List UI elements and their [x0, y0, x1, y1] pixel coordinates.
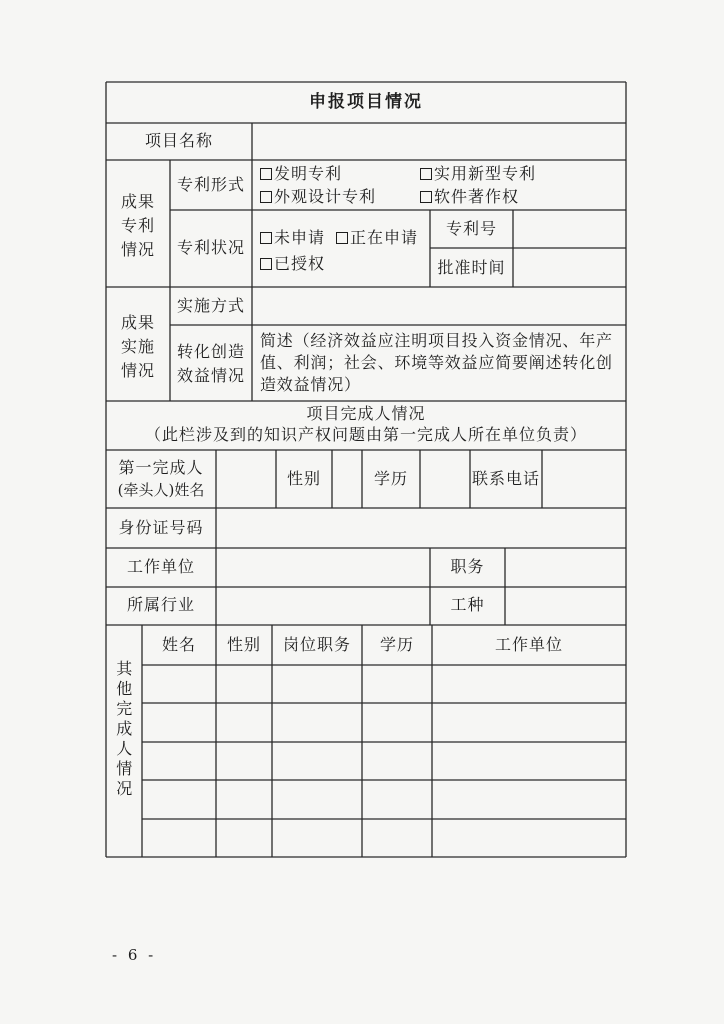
option-label: 发明专利 — [274, 164, 343, 183]
patent-status-option-not-applied[interactable] — [260, 228, 325, 249]
checkbox-icon — [260, 168, 272, 180]
option-label: 外观设计专利 — [274, 187, 377, 206]
patent-type-option-invention[interactable] — [260, 164, 342, 185]
others-col-education: 学历 — [379, 635, 414, 654]
education-label: 学历 — [373, 469, 408, 488]
patent-type-option-software[interactable] — [420, 187, 519, 208]
page-number: - 6 - — [112, 946, 157, 964]
gender-label: 性别 — [286, 469, 321, 488]
checkbox-icon — [336, 232, 348, 244]
approval-time-field[interactable] — [514, 249, 625, 286]
option-label: 未申请 — [274, 228, 326, 247]
industry-label: 所属行业 — [126, 595, 195, 614]
approval-time-label: 批准时间 — [437, 258, 506, 277]
others-table-row[interactable] — [143, 781, 625, 818]
option-label: 实用新型专利 — [434, 164, 537, 183]
phone-field[interactable] — [543, 451, 625, 507]
work-unit-field[interactable] — [217, 549, 429, 586]
others-table-row[interactable] — [143, 743, 625, 779]
position-field[interactable] — [506, 549, 625, 586]
benefit-label-line1: 转化创造 — [176, 342, 245, 361]
option-label: 软件著作权 — [434, 187, 520, 206]
patent-no-field[interactable] — [514, 211, 625, 247]
project-name-field[interactable] — [253, 124, 625, 159]
others-table-row[interactable] — [143, 666, 625, 702]
work-unit-label: 工作单位 — [126, 557, 195, 576]
checkbox-icon — [420, 168, 432, 180]
benefit-label-line2: 效益情况 — [176, 366, 245, 385]
industry-field[interactable] — [217, 588, 429, 624]
completer-note: （此栏涉及到的知识产权问题由第一完成人所在单位负责） — [144, 425, 587, 444]
impl-section-text: 成果实施情况 — [120, 313, 155, 380]
others-section-label: 其他完成人情况 — [113, 660, 133, 800]
patent-section-label — [106, 190, 170, 262]
impl-section-label — [106, 311, 170, 383]
job-type-field[interactable] — [506, 588, 625, 624]
gender-field[interactable] — [333, 451, 361, 507]
patent-type-option-design[interactable] — [260, 187, 376, 208]
form-title: 申报项目情况 — [309, 92, 423, 112]
id-field[interactable] — [217, 509, 625, 547]
completer-header: 项目完成人情况 — [306, 404, 426, 423]
position-label: 职务 — [450, 557, 485, 576]
phone-label: 联系电话 — [471, 469, 540, 488]
education-field[interactable] — [421, 451, 469, 507]
patent-type-option-utility[interactable] — [420, 164, 536, 185]
checkbox-icon — [260, 232, 272, 244]
benefit-description[interactable]: 简述（经济效益应注明项目投入资金情况、年产值、利润；社会、环境等效益应简要阐述转化创造效益情况） — [260, 331, 613, 394]
others-col-gender: 性别 — [226, 635, 261, 654]
option-label: 已授权 — [274, 254, 326, 273]
patent-no-label: 专利号 — [445, 219, 497, 238]
id-label: 身份证号码 — [118, 518, 204, 537]
first-completer-label-line2: (牵头人)姓名 — [117, 481, 205, 499]
patent-section-text: 成果专利情况 — [120, 192, 155, 259]
checkbox-icon — [260, 191, 272, 203]
project-name-label: 项目名称 — [144, 131, 213, 150]
first-completer-label-line1: 第一完成人 — [118, 458, 204, 477]
option-label: 正在申请 — [350, 228, 419, 247]
impl-method-label: 实施方式 — [176, 296, 245, 315]
patent-type-label: 专利形式 — [176, 175, 245, 194]
patent-status-option-applying[interactable] — [336, 228, 418, 249]
others-table-row[interactable] — [143, 704, 625, 741]
patent-status-option-granted[interactable] — [260, 254, 325, 275]
others-col-work-unit: 工作单位 — [494, 635, 563, 654]
job-type-label: 工种 — [450, 595, 485, 614]
impl-method-field[interactable] — [253, 288, 625, 324]
others-table-row[interactable] — [143, 820, 625, 856]
patent-status-label: 专利状况 — [176, 238, 245, 257]
checkbox-icon — [260, 258, 272, 270]
others-col-post: 岗位职务 — [282, 635, 351, 654]
first-completer-name-field[interactable] — [217, 451, 275, 507]
others-col-name: 姓名 — [161, 635, 196, 654]
checkbox-icon — [420, 191, 432, 203]
